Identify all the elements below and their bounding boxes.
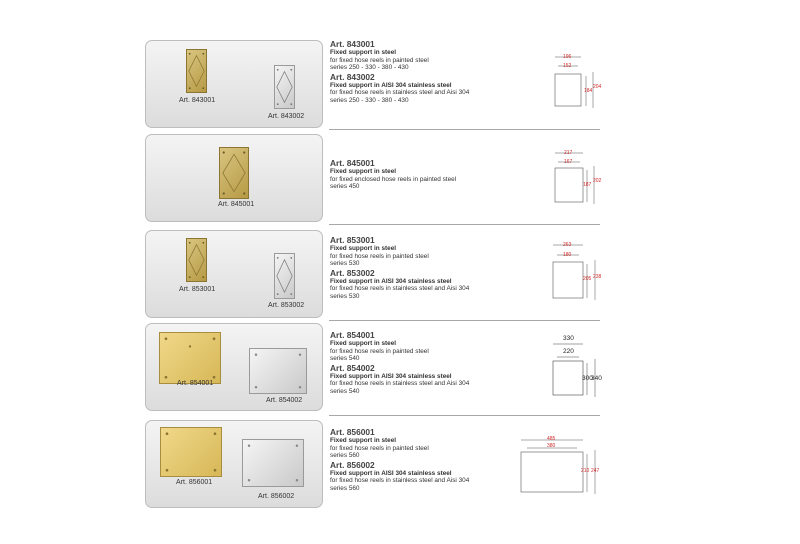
product-text xyxy=(330,236,540,302)
product-title: Fixed support in steel xyxy=(330,340,397,347)
description-line: for fixed hose reels in stainless steel and Aisi 304 xyxy=(330,285,470,293)
caption: Art. 853002 xyxy=(268,302,305,309)
description-line: for fixed hose reels in painted steel xyxy=(330,444,429,452)
product-text xyxy=(330,428,540,494)
caption: Art. 845001 xyxy=(218,201,255,208)
dimension-label: 300 xyxy=(582,375,593,382)
product-row-856 xyxy=(145,420,600,512)
article-number: Art. 845001 xyxy=(330,158,375,168)
description-line: for fixed hose reels in stainless steel and Aisi 304 xyxy=(330,477,470,485)
gold-support-plate xyxy=(186,49,207,93)
description-line: for fixed hose reels in stainless steel and Aisi 304 xyxy=(330,380,470,388)
description-line: for fixed hose reels in painted steel xyxy=(330,252,429,260)
product-title: Fixed support in steel xyxy=(330,245,397,252)
entry xyxy=(330,331,540,363)
dimension-label: 220 xyxy=(563,348,574,355)
stainless-support-plate xyxy=(274,65,295,109)
article-number: Art. 853001 xyxy=(330,235,375,245)
dimension-label: 204 xyxy=(593,84,602,90)
caption: Art. 854001 xyxy=(177,380,214,387)
description-line: series 450 xyxy=(330,183,360,191)
dimension-label: 485 xyxy=(547,436,556,442)
divider xyxy=(329,129,600,130)
product-row-843 xyxy=(145,40,600,130)
technical-drawing xyxy=(553,150,601,206)
dimension-label: 238 xyxy=(593,274,602,280)
article-number: Art. 853002 xyxy=(330,267,375,278)
dimension-label: 167 xyxy=(564,159,573,165)
product-title: Fixed support in AISI 304 stainless steel xyxy=(330,277,452,285)
product-photo xyxy=(145,230,323,318)
caption: Art. 843001 xyxy=(179,97,216,104)
description-line: series 250 - 330 - 380 - 430 xyxy=(330,64,409,72)
product-title: Fixed support in AISI 304 stainless steel xyxy=(330,81,452,89)
divider xyxy=(329,224,600,225)
dimension-label: 263 xyxy=(563,242,572,248)
gold-support-plate xyxy=(219,147,249,199)
dimension-label: 340 xyxy=(591,375,602,382)
product-title: Fixed support in AISI 304 stainless steel xyxy=(330,469,452,477)
dimension-label: 187 xyxy=(583,182,592,188)
article-number: Art. 843002 xyxy=(330,71,375,82)
product-title: Fixed support in steel xyxy=(330,49,397,56)
dimension-label: 380 xyxy=(547,443,556,449)
caption: Art. 853001 xyxy=(179,286,216,293)
product-row-854 xyxy=(145,323,600,413)
product-title: Fixed support in AISI 304 stainless steel xyxy=(330,372,452,380)
article-number: Art. 854002 xyxy=(330,362,375,373)
caption: Art. 854002 xyxy=(266,397,303,404)
description-line: series 560 xyxy=(330,452,360,460)
product-title: Fixed support in steel xyxy=(330,437,397,444)
dimension-label: 152 xyxy=(563,63,572,69)
description-line: series 530 xyxy=(330,292,360,300)
description-line: series 250 - 330 - 380 - 430 xyxy=(330,96,409,104)
description-line: series 540 xyxy=(330,387,360,395)
product-title: Fixed support in steel xyxy=(330,168,397,175)
gold-support-plate xyxy=(160,427,222,477)
dimension-label: 180 xyxy=(563,252,572,258)
product-photo xyxy=(145,420,323,508)
stainless-support-plate xyxy=(274,253,295,299)
description-line: for fixed enclosed hose reels in painted steel xyxy=(330,175,457,183)
entry xyxy=(330,461,540,493)
entry xyxy=(330,40,540,72)
dimension-label: 217 xyxy=(564,150,573,156)
article-number: Art. 856001 xyxy=(330,427,375,437)
product-text xyxy=(330,40,540,106)
entry xyxy=(330,236,540,268)
product-photo xyxy=(145,323,323,411)
entry xyxy=(330,364,540,396)
caption: Art. 843002 xyxy=(268,113,305,120)
description-line: for fixed hose reels in painted steel xyxy=(330,347,429,355)
product-photo xyxy=(145,134,323,222)
product-row-845 xyxy=(145,134,600,224)
technical-drawing xyxy=(519,436,601,496)
technical-drawing xyxy=(551,242,601,302)
gold-support-plate xyxy=(186,238,207,282)
article-number: Art. 854001 xyxy=(330,330,375,340)
description-line: series 540 xyxy=(330,355,360,363)
description-line: for fixed hose reels in painted steel xyxy=(330,56,429,64)
stainless-support-plate xyxy=(242,439,304,487)
product-row-853 xyxy=(145,230,600,320)
caption: Art. 856002 xyxy=(258,493,295,500)
dimension-label: 196 xyxy=(563,54,572,60)
description-line: series 530 xyxy=(330,260,360,268)
product-photo xyxy=(145,40,323,128)
description-line: series 560 xyxy=(330,484,360,492)
gold-support-plate xyxy=(159,332,221,384)
divider xyxy=(329,320,600,321)
technical-drawing xyxy=(549,335,601,399)
entry xyxy=(330,159,540,191)
caption: Art. 856001 xyxy=(176,479,213,486)
divider xyxy=(329,415,600,416)
dimension-label: 184 xyxy=(584,88,593,94)
product-text xyxy=(330,159,540,192)
entry xyxy=(330,428,540,460)
dimension-label: 247 xyxy=(591,468,600,474)
article-number: Art. 843001 xyxy=(330,39,375,49)
description-line: for fixed hose reels in stainless steel and Aisi 304 xyxy=(330,89,470,97)
dimension-label: 210 xyxy=(581,468,590,474)
dimension-label: 202 xyxy=(593,178,602,184)
technical-drawing xyxy=(553,54,601,110)
article-number: Art. 856002 xyxy=(330,459,375,470)
dimension-label: 205 xyxy=(583,276,592,282)
entry xyxy=(330,269,540,301)
entry xyxy=(330,73,540,105)
product-text xyxy=(330,331,540,397)
dimension-label: 330 xyxy=(563,335,574,342)
stainless-support-plate xyxy=(249,348,307,394)
